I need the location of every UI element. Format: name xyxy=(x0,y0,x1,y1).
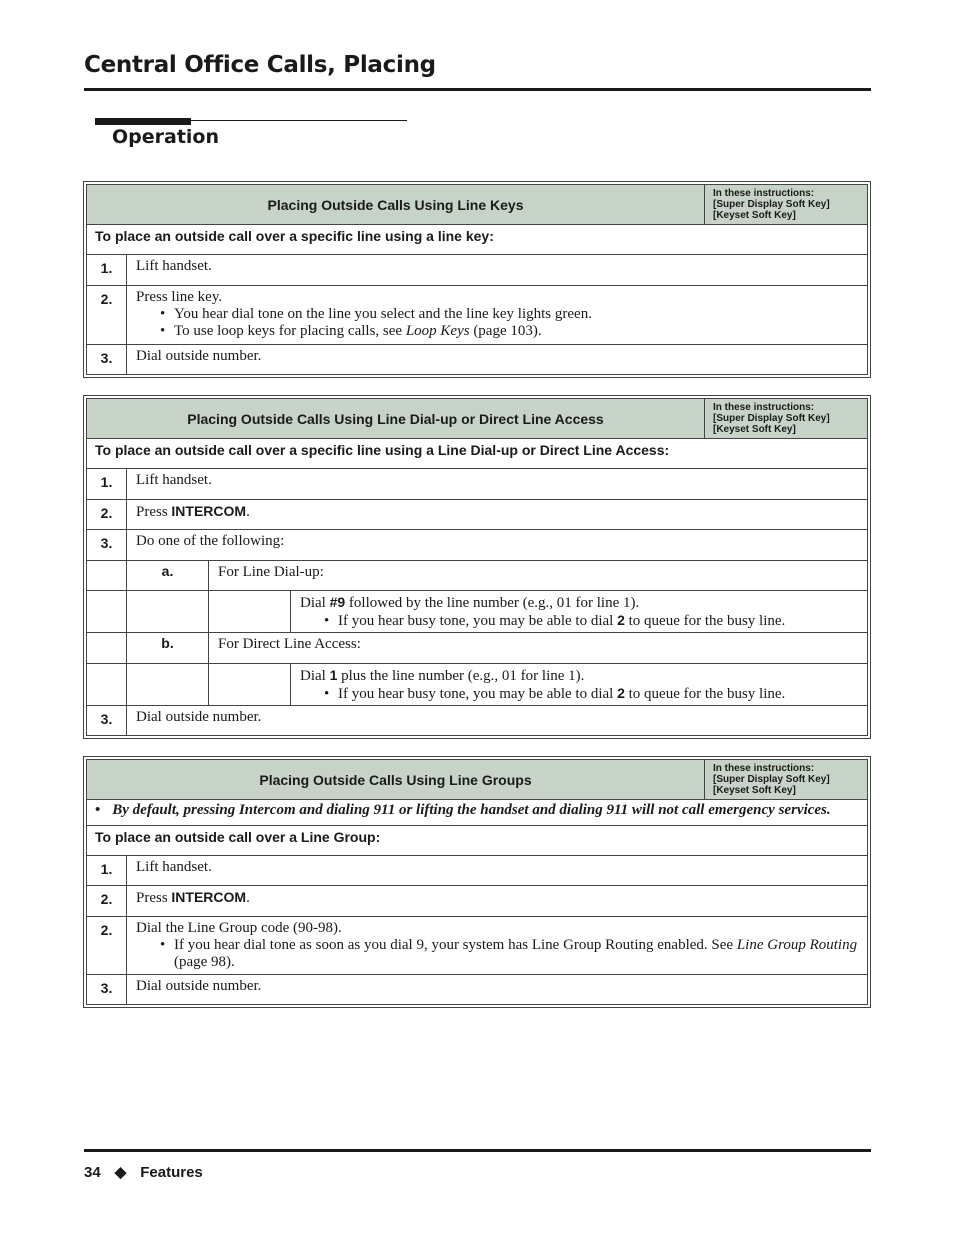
bullet-item: • If you hear busy tone, you may be able to dial 2 to queue for the busy line. xyxy=(300,685,858,703)
step-number: 3. xyxy=(87,975,127,1005)
step-number: 3. xyxy=(87,706,127,736)
step-number: 2. xyxy=(87,917,127,975)
step-text: Dial outside number. xyxy=(127,345,868,375)
step-number: 1. xyxy=(87,469,127,500)
step-row xyxy=(87,469,868,500)
section-heading: Operation xyxy=(112,126,220,148)
table-intro: To place an outside call over a Line Group: xyxy=(87,826,868,856)
step-text: Do one of the following: xyxy=(127,530,868,561)
option-text: For Line Dial-up: xyxy=(209,561,868,591)
table-line-dial-up xyxy=(83,395,871,739)
step-number: 1. xyxy=(87,255,127,286)
step-number: 3. xyxy=(87,345,127,375)
loop-keys-link[interactable]: Loop Keys xyxy=(405,323,470,339)
intercom-key: INTERCOM xyxy=(171,503,247,519)
page-footer xyxy=(84,1163,203,1181)
page-title: Central Office Calls, Placing xyxy=(84,52,436,78)
instructions-note: In these instructions: [Super Display Soft Key] [Keyset Soft Key] xyxy=(705,399,868,439)
line-group-routing-link[interactable]: Line Group Routing xyxy=(736,937,858,953)
title-rule xyxy=(84,88,871,91)
intercom-key: INTERCOM xyxy=(171,889,247,905)
step-number: 2. xyxy=(87,886,127,917)
step-row xyxy=(87,500,868,530)
option-row xyxy=(87,633,868,664)
footer-section: Features xyxy=(140,1164,203,1181)
option-detail: Dial #9 followed by the line number (e.g., 01 for line 1). • If you hear busy tone, you may be able to dial 2 to queue for the busy line. xyxy=(291,591,868,633)
bullet-item: • If you hear busy tone, you may be able to dial 2 to queue for the busy line. xyxy=(300,612,858,630)
bullet-item: • You hear dial tone on the line you select and the line key lights green. xyxy=(136,306,858,323)
step-text: Dial outside number. xyxy=(127,706,868,736)
option-text: For Direct Line Access: xyxy=(209,633,868,664)
step-text: Press INTERCOM. xyxy=(127,500,868,530)
table-intro: To place an outside call over a specific line using a line key: xyxy=(87,225,868,255)
option-detail-row xyxy=(87,664,868,706)
step-number: 2. xyxy=(87,286,127,345)
step-row xyxy=(87,886,868,917)
table-title: Placing Outside Calls Using Line Groups xyxy=(87,760,705,800)
diamond-icon: ◆ xyxy=(114,1164,127,1181)
step-text: Dial the Line Group code (90-98). • If you hear dial tone as soon as you dial 9, your system has Line Group Routing enabled. See Line Group Routing (page 98). xyxy=(127,917,868,975)
step-text: Dial outside number. xyxy=(127,975,868,1005)
step-number: 2. xyxy=(87,500,127,530)
instructions-note: In these instructions: [Super Display Soft Key] [Keyset Soft Key] xyxy=(705,185,868,225)
step-row xyxy=(87,975,868,1005)
page-number: 34 xyxy=(84,1164,101,1181)
step-row xyxy=(87,255,868,286)
step-row xyxy=(87,856,868,886)
step-text: Lift handset. xyxy=(127,856,868,886)
option-label: a. xyxy=(127,561,209,591)
table-title: Placing Outside Calls Using Line Keys xyxy=(87,185,705,225)
footer-rule xyxy=(84,1149,871,1152)
step-text: Lift handset. xyxy=(127,469,868,500)
step-row xyxy=(87,530,868,561)
option-detail-row xyxy=(87,591,868,633)
table-line-keys xyxy=(83,181,871,378)
bullet-item: • If you hear dial tone as soon as you dial 9, your system has Line Group Routing enabled. See Line Group Routing (page 98). xyxy=(136,937,858,971)
table-intro: To place an outside call over a specific line using a Line Dial-up or Direct Line Access: xyxy=(87,439,868,469)
emergency-note: • By default, pressing Intercom and dialing 911 or lifting the handset and dialing 911 will not call emergency services. xyxy=(87,800,868,826)
step-number: 3. xyxy=(87,530,127,561)
step-text: Press INTERCOM. xyxy=(127,886,868,917)
step-row xyxy=(87,345,868,375)
bullet-item: • To use loop keys for placing calls, see Loop Keys (page 103). xyxy=(136,323,858,340)
step-text: Press line key. • You hear dial tone on the line you select and the line key lights green. • To use loop keys for placing calls, see Loop Keys (page 103). xyxy=(127,286,868,345)
step-number: 1. xyxy=(87,856,127,886)
table-line-groups xyxy=(83,756,871,1008)
step-row xyxy=(87,706,868,736)
option-label: b. xyxy=(127,633,209,664)
section-rule-thick xyxy=(95,118,191,125)
step-row xyxy=(87,286,868,345)
table-title: Placing Outside Calls Using Line Dial-up or Direct Line Access xyxy=(87,399,705,439)
option-row xyxy=(87,561,868,591)
option-detail: Dial 1 plus the line number (e.g., 01 for line 1). • If you hear busy tone, you may be able to dial 2 to queue for the busy line. xyxy=(291,664,868,706)
step-row xyxy=(87,917,868,975)
step-text: Lift handset. xyxy=(127,255,868,286)
instructions-note: In these instructions: [Super Display Soft Key] [Keyset Soft Key] xyxy=(705,760,868,800)
